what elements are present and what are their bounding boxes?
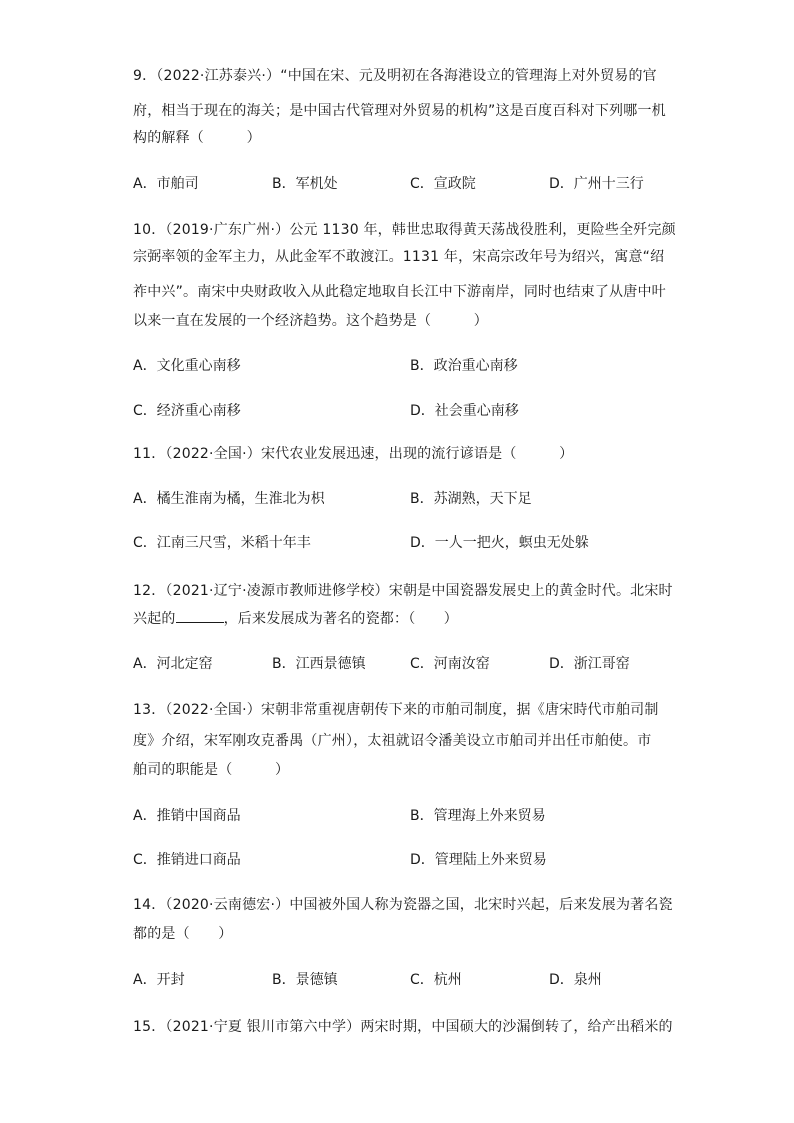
option-b[interactable]: B．景德镇 — [272, 972, 338, 988]
answer-blank[interactable] — [176, 608, 224, 623]
option-d[interactable]: D．管理陆上外来贸易 — [410, 852, 547, 868]
option-a[interactable]: A．河北定窑 — [133, 656, 213, 672]
question-stem-line: 舶司的职能是（ ） — [133, 762, 290, 778]
question-stem-line: 13．（2022·全国·）宋朝非常重视唐朝传下来的市舶司制度，据《唐宋時代市舶司制 — [133, 702, 659, 718]
option-a[interactable]: A．推销中国商品 — [133, 808, 241, 824]
option-c[interactable]: C．杭州 — [410, 972, 462, 988]
option-c[interactable]: C．推销进口商品 — [133, 852, 241, 868]
question-stem-text: 兴起的 — [133, 611, 176, 627]
question-stem-line: 12．（2021·辽宁·凌源市教师进修学校）宋朝是中国瓷器发展史上的黄金时代。北宋时 — [133, 583, 673, 599]
option-d[interactable]: D．广州十三行 — [549, 176, 644, 192]
option-a[interactable]: A．开封 — [133, 972, 185, 988]
option-d[interactable]: D．社会重心南移 — [410, 403, 519, 419]
question-stem-line: 11．（2022·全国·）宋代农业发展迅速，出现的流行谚语是（ ） — [133, 446, 574, 462]
question-stem-line: 15．（2021·宁夏 银川市第六中学）两宋时期，中国硕大的沙漏倒转了，给产出稻米的 — [133, 1019, 673, 1035]
option-b[interactable]: B．苏湖熟，天下足 — [410, 491, 532, 507]
question-stem-line: 构的解释（ ） — [133, 130, 261, 146]
option-c[interactable]: C．江南三尺雪，米稻十年丰 — [133, 535, 311, 551]
question-stem-line — [133, 608, 458, 629]
question-stem-line: 都的是（ ） — [133, 926, 233, 942]
option-d[interactable]: D．浙江哥窑 — [549, 656, 630, 672]
question-stem-line: 宗弼率领的金军主力，从此金军不敢渡江。1131 年，宋高宗改年号为绍兴，寓意“绍 — [133, 249, 665, 265]
option-a[interactable]: A．市舶司 — [133, 176, 199, 192]
option-a[interactable]: A．橘生淮南为橘，生淮北为枳 — [133, 491, 325, 507]
question-stem-line: 10．（2019·广东广州·）公元 1130 年，韩世忠取得黄天荡战役胜利，更险些全歼完颜 — [133, 222, 676, 238]
question-stem-line: 14．（2020·云南德宏·）中国被外国人称为瓷器之国，北宋时兴起，后来发展为著名瓷 — [133, 897, 673, 913]
question-stem-line: 9．（2022·江苏泰兴·）“中国在宋、元及明初在各海港设立的管理海上对外贸易的官 — [133, 68, 657, 84]
option-c[interactable]: C．经济重心南移 — [133, 403, 241, 419]
option-c[interactable]: C．河南汝窑 — [410, 656, 490, 672]
option-c[interactable]: C．宣政院 — [410, 176, 476, 192]
question-stem-line: 府，相当于现在的海关；是中国古代管理对外贸易的机构”这是百度百科对下列哪一机 — [133, 103, 666, 119]
question-stem-text: ，后来发展成为著名的瓷都：（ ） — [223, 611, 459, 627]
option-b[interactable]: B．管理海上外来贸易 — [410, 808, 546, 824]
question-stem-line: 祚中兴”。南宋中央财政收入从此稳定地取自长江中下游南岸，同时也结束了从唐中叶 — [133, 284, 666, 300]
question-stem-line: 以来一直在发展的一个经济趋势。这个趋势是（ ） — [133, 313, 488, 329]
option-d[interactable]: D．泉州 — [549, 972, 602, 988]
question-stem-line: 度》介绍，宋军刚攻克番禺（广州），太祖就诏令潘美设立市舶司并出任市舶使。市 — [133, 733, 652, 749]
option-b[interactable]: B．政治重心南移 — [410, 358, 518, 374]
option-b[interactable]: B．军机处 — [272, 176, 338, 192]
option-a[interactable]: A．文化重心南移 — [133, 358, 241, 374]
option-b[interactable]: B．江西景德镇 — [272, 656, 366, 672]
option-d[interactable]: D．一人一把火，螟虫无处躲 — [410, 535, 589, 551]
